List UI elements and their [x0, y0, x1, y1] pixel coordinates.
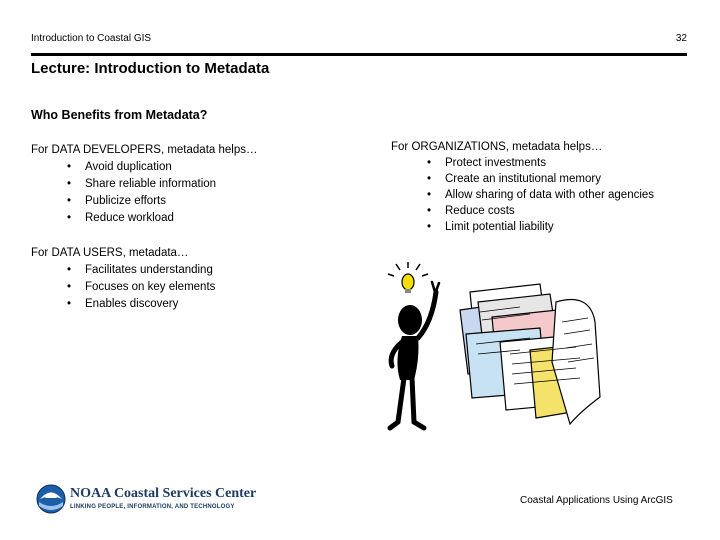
noaa-logo-icon: [36, 484, 66, 514]
metadata-clipart: [380, 262, 605, 437]
course-title: Introduction to Coastal GIS: [31, 33, 152, 44]
stack-of-documents-icon: [460, 284, 600, 424]
bullet: •: [67, 161, 72, 173]
list-item: • Enables discovery: [31, 296, 215, 313]
list-item: • Publicize efforts: [31, 193, 257, 210]
logo-name: NOAA Coastal Services Center: [70, 486, 257, 501]
footer-course-title: Coastal Applications Using ArcGIS: [520, 495, 673, 506]
list-item: • Avoid duplication: [31, 159, 257, 176]
bullet: •: [427, 157, 432, 169]
list-item: • Facilitates understanding: [31, 262, 215, 279]
header-divider: [31, 53, 687, 56]
bullet: •: [67, 178, 72, 190]
list-item: • Create an institutional memory: [427, 173, 601, 185]
users-block: [31, 245, 215, 313]
users-heading: For DATA USERS, metadata…: [31, 247, 189, 259]
list-item: • Reduce costs: [427, 205, 515, 217]
logo-tagline: LINKING PEOPLE, INFORMATION, AND TECHNOLOGY: [70, 504, 235, 510]
organizations-block: [391, 139, 654, 235]
list-item: • Share reliable information: [31, 176, 257, 193]
list-item: • Focuses on key elements: [31, 279, 215, 296]
bullet: •: [67, 281, 72, 293]
developers-list: [31, 159, 257, 227]
organizations-heading: For ORGANIZATIONS, metadata helps…: [391, 141, 603, 153]
developers-heading: For DATA DEVELOPERS, metadata helps…: [31, 144, 258, 156]
bullet: •: [427, 205, 432, 217]
bullet: •: [427, 221, 432, 233]
bullet: •: [427, 173, 432, 185]
bullet: •: [427, 189, 432, 201]
users-list: [31, 262, 215, 313]
lecture-title: Lecture: Introduction to Metadata: [31, 60, 270, 77]
bullet: •: [67, 212, 72, 224]
idea-figure-icon: [388, 262, 439, 428]
list-item: • Allow sharing of data with other agencies: [427, 189, 655, 201]
list-item: • Limit potential liability: [427, 221, 554, 233]
bullet: •: [67, 195, 72, 207]
bullet: •: [67, 264, 72, 276]
page-number: 32: [675, 33, 687, 44]
bullet: •: [67, 298, 72, 310]
noaa-logo: [36, 484, 257, 516]
list-item: • Reduce workload: [31, 210, 257, 227]
section-title: Who Benefits from Metadata?: [31, 108, 208, 122]
list-item: • Protect investments: [427, 157, 546, 169]
organizations-list: [391, 155, 654, 235]
developers-block: [31, 142, 257, 227]
